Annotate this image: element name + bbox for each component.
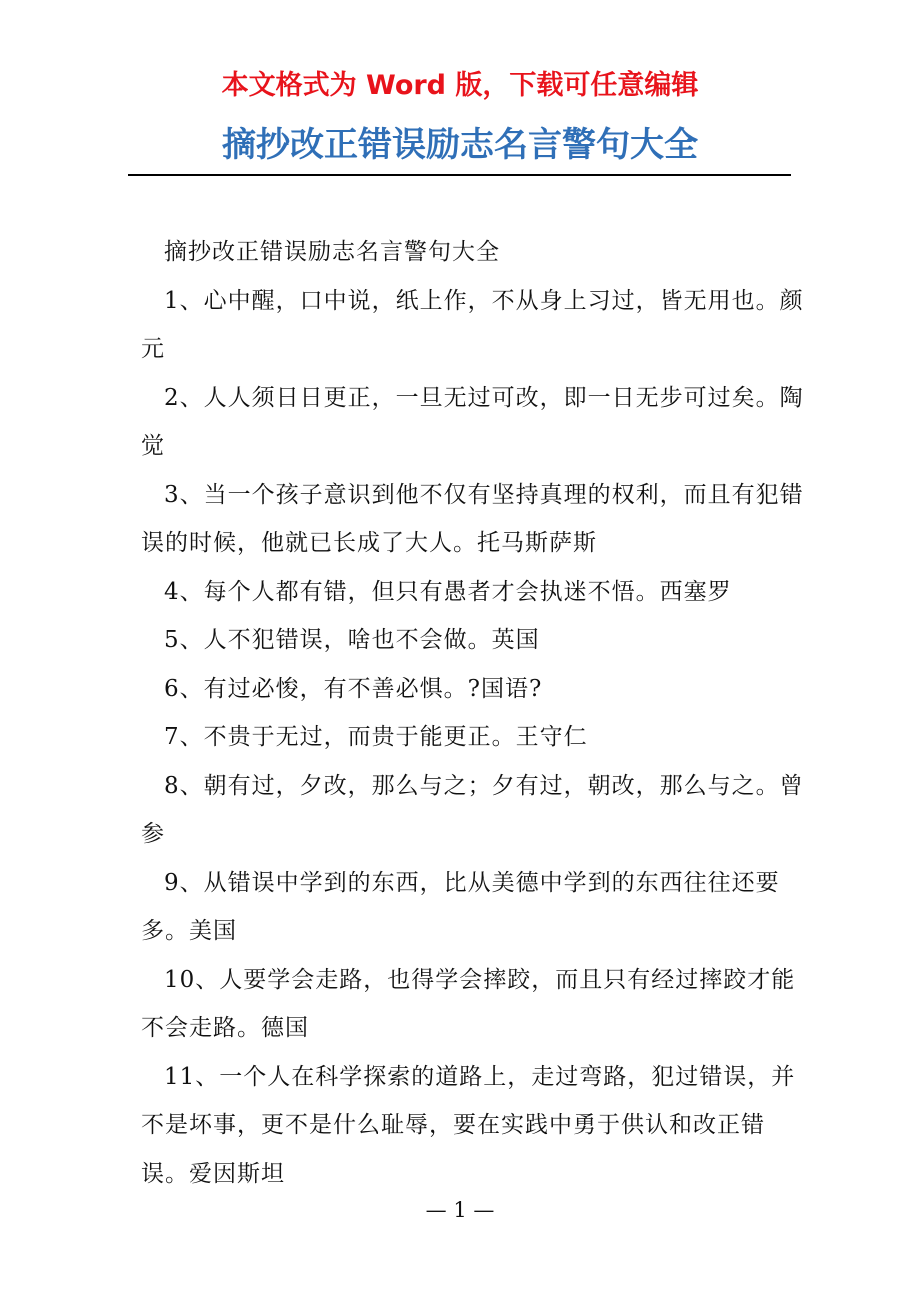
quote-paragraph: 9、从错误中学到的东西，比从美德中学到的东西往往还要多。美国 <box>141 869 780 944</box>
document-title: 摘抄改正错误励志名言警句大全 <box>222 125 698 165</box>
document-body <box>141 228 806 1198</box>
quote-paragraph: 2、人人须日日更正，一旦无过可改，即一日无步可过矣。陶觉 <box>141 384 804 459</box>
quote-paragraph: 11、一个人在科学探索的道路上，走过弯路，犯过错误，并不是坏事，更不是什么耻辱，要在实践中勇于供认和改正错误。爱因斯坦 <box>141 1063 796 1187</box>
quote-paragraph: 4、每个人都有错，但只有愚者才会执迷不悟。西塞罗 <box>164 578 732 605</box>
quote-paragraph: 6、有过必悛，有不善必惧。?国语? <box>164 675 543 702</box>
intro-paragraph: 摘抄改正错误励志名言警句大全 <box>164 239 500 265</box>
quote-paragraph: 3、当一个孩子意识到他不仅有坚持真理的权利，而且有犯错误的时候，他就已长成了大人。托马斯萨斯 <box>141 481 804 556</box>
download-notice: 本文格式为 Word 版，下载可任意编辑 <box>221 70 699 101</box>
quote-paragraph: 1、心中醒，口中说，纸上作，不从身上习过，皆无用也。颜元 <box>141 287 804 362</box>
quote-paragraph: 7、不贵于无过，而贵于能更正。王守仁 <box>164 724 588 750</box>
quote-paragraph: 8、朝有过，夕改，那么与之；夕有过，朝改，那么与之。曾参 <box>141 772 804 847</box>
quote-paragraph: 5、人不犯错误，啥也不会做。英国 <box>164 627 540 653</box>
page-number: — 1 — <box>425 1198 495 1222</box>
quote-paragraph: 10、人要学会走路，也得学会摔跤，而且只有经过摔跤才能不会走路。德国 <box>141 966 796 1041</box>
title-divider <box>128 174 791 176</box>
